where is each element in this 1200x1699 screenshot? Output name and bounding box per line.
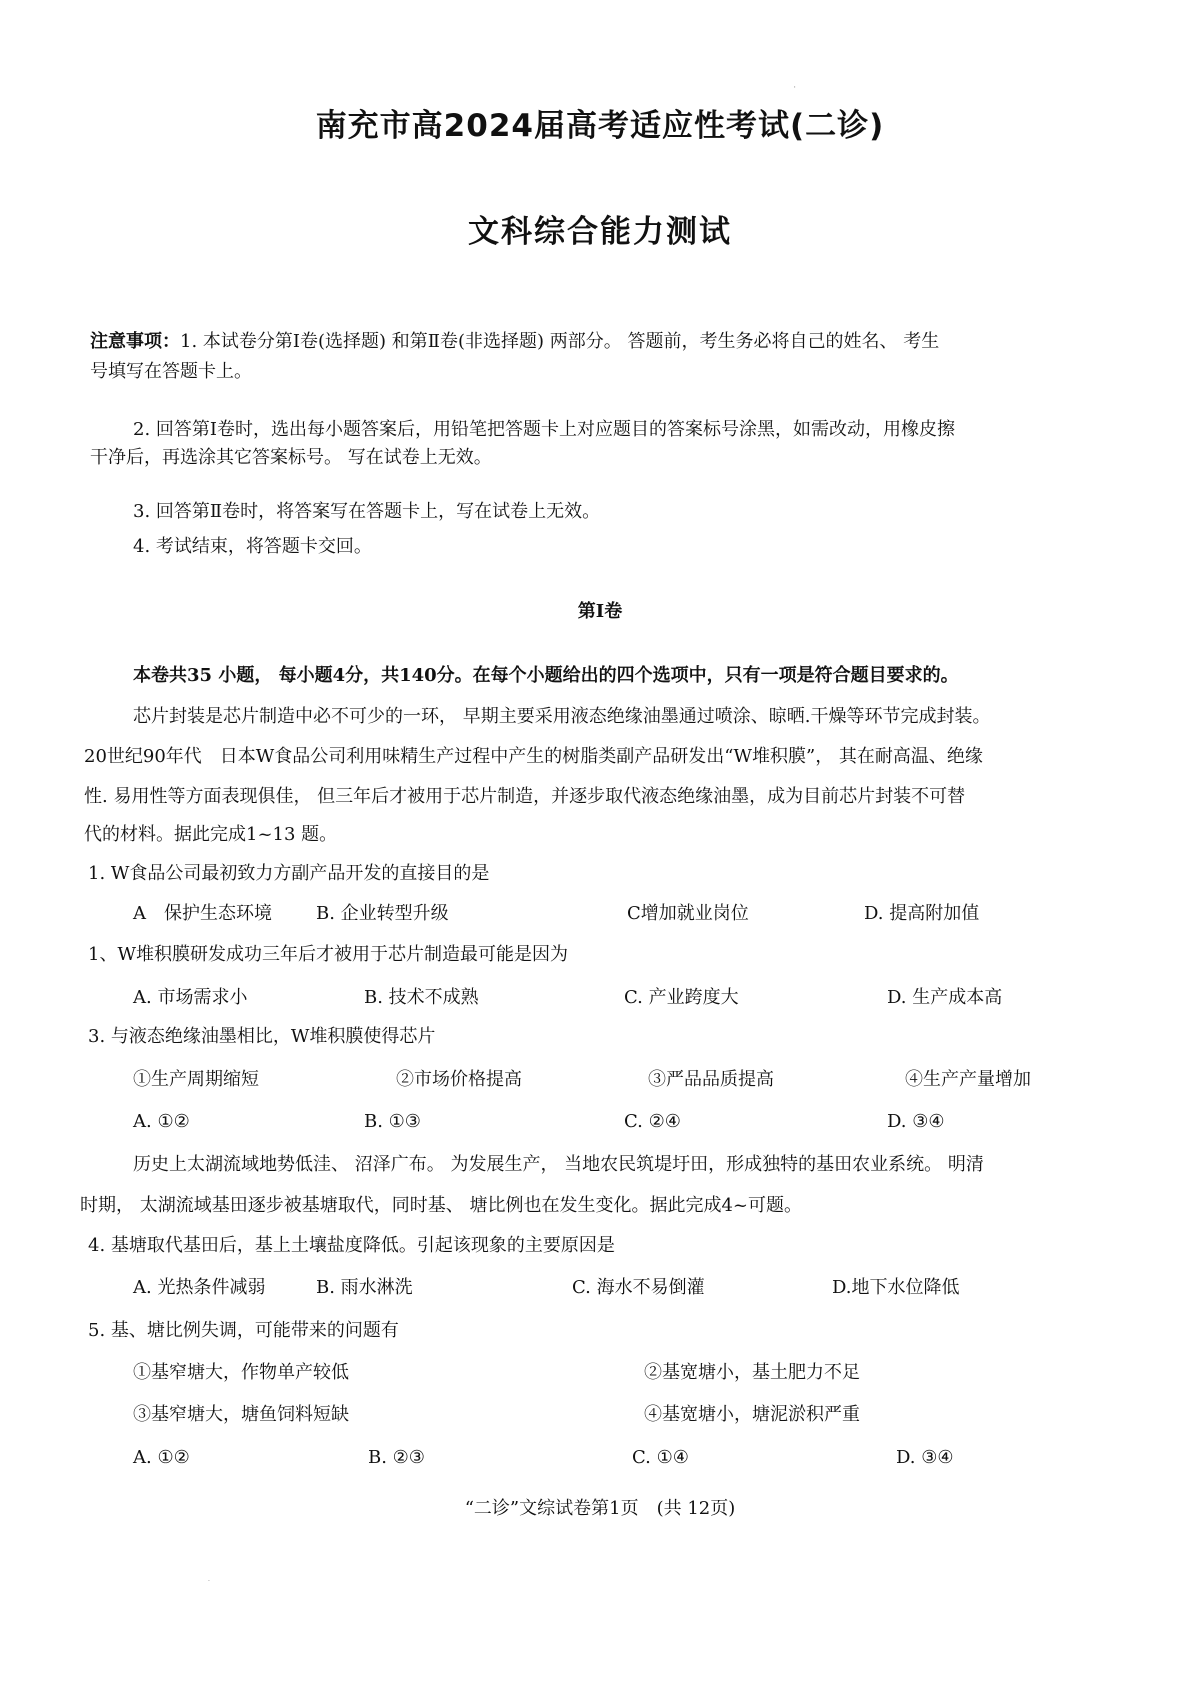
question-2-stem: 1、W堆积膜研发成功三年后才被用于芯片制造最可能是因为	[88, 944, 568, 965]
question-4-option-a: A. 光热条件减弱	[133, 1277, 266, 1298]
page-footer: “二诊”文综试卷第1页 (共 12页)	[464, 1498, 736, 1519]
question-5-option-d: D. ③④	[896, 1447, 954, 1468]
passage-1-line-4: 代的材料。据此完成1~13 题。	[84, 824, 338, 845]
question-2-option-b: B. 技术不成熟	[364, 987, 479, 1008]
question-1-option-d: D. 提高附加值	[864, 903, 980, 924]
passage-1-line-3: 性. 易用性等方面表现俱佳， 但三年后才被用于芯片制造，并逐步取代液态绝缘油墨，成为目前芯片封装不可替	[84, 786, 966, 807]
question-5-option-a: A. ①②	[133, 1447, 190, 1468]
question-3-stem: 3. 与液态绝缘油墨相比，W堆积膜使得芯片	[88, 1026, 436, 1047]
question-5-option-c: C. ①④	[632, 1447, 689, 1468]
question-4-stem: 4. 基塘取代基田后，基上土壤盐度降低。引起该现象的主要原因是	[88, 1235, 615, 1256]
notice-item-4: 4. 考试结束，将答题卡交回。	[133, 536, 372, 557]
scan-speck: '	[794, 86, 796, 93]
question-5-item-1: ①基窄塘大，作物单产较低	[133, 1362, 349, 1383]
question-4-option-c: C. 海水不易倒灌	[572, 1277, 705, 1298]
question-5-item-3: ③基窄塘大，塘鱼饲料短缺	[133, 1404, 349, 1425]
question-2-option-d: D. 生产成本高	[887, 987, 1003, 1008]
question-3-item-2: ②市场价格提高	[396, 1069, 522, 1090]
section-heading: 第I卷	[577, 601, 623, 622]
question-1-option-a: A 保护生态环境	[133, 903, 272, 924]
question-3-item-3: ③严品品质提高	[648, 1069, 774, 1090]
question-3-option-a: A. ①②	[133, 1111, 190, 1132]
question-3-item-4: ④生产产量增加	[905, 1069, 1031, 1090]
scan-speck: .	[208, 1576, 210, 1583]
notice-item-2: 2. 回答第I卷时，选出每小题答案后，用铅笔把答题卡上对应题目的答案标号涂黑，如需改动，用橡皮擦	[133, 419, 956, 440]
notice-item-2-cont: 干净后，再选涂其它答案标号。 写在试卷上无效。	[90, 447, 492, 468]
question-2-option-a: A. 市场需求小	[133, 987, 248, 1008]
question-3-item-1: ①生产周期缩短	[133, 1069, 259, 1090]
passage-2-line-1: 历史上太湖流域地势低洼、 沼泽广布。 为发展生产， 当地农民筑堤圩田，形成独特的基田农业系统。 明清	[133, 1154, 984, 1175]
question-5-option-b: B. ②③	[368, 1447, 425, 1468]
question-5-item-4: ④基宽塘小，塘泥淤积严重	[644, 1404, 860, 1425]
section-instruction: 本卷共35 小题， 每小题4分，共140分。在每个小题给出的四个选项中，只有一项是符合题目要求的。	[133, 665, 959, 686]
notice-item-1-text: 1. 本试卷分第I卷(选择题) 和第Ⅱ卷(非选择题) 两部分。 答题前，考生务必将自己的姓名、 考生	[180, 331, 940, 352]
question-5-item-2: ②基宽塘小，基土肥力不足	[644, 1362, 860, 1383]
question-3-option-b: B. ①③	[364, 1111, 421, 1132]
question-1-option-b: B. 企业转型升级	[316, 903, 449, 924]
question-1-stem: 1. W食品公司最初致力方副产品开发的直接目的是	[88, 863, 490, 884]
notice-item-1-cont: 号填写在答题卡上。	[90, 361, 252, 382]
notice-item-3: 3. 回答第Ⅱ卷时，将答案写在答题卡上，写在试卷上无效。	[133, 501, 601, 522]
question-3-option-c: C. ②④	[624, 1111, 681, 1132]
question-2-option-c: C. 产业跨度大	[624, 987, 739, 1008]
notice-label: 注意事项：	[90, 331, 180, 352]
passage-1-line-1: 芯片封装是芯片制造中必不可少的一环， 早期主要采用液态绝缘油墨通过喷涂、晾晒.干燥等环节完成封装。	[133, 706, 991, 727]
passage-2-line-2: 时期， 太湖流域基田逐步被基塘取代，同时基、 塘比例也在发生变化。据此完成4~可题。	[80, 1195, 802, 1216]
question-4-option-b: B. 雨水淋洗	[316, 1277, 413, 1298]
question-5-stem: 5. 基、塘比例失调，可能带来的问题有	[88, 1320, 399, 1341]
question-3-option-d: D. ③④	[887, 1111, 945, 1132]
notice-item-1	[90, 330, 939, 354]
exam-subtitle: 文科综合能力测试	[468, 214, 732, 250]
exam-title: 南充市高2024届高考适应性考试(二诊)	[315, 108, 885, 144]
passage-1-line-2: 20世纪90年代 日本W食品公司利用味精生产过程中产生的树脂类副产品研发出“W堆积膜”， 其在耐高温、绝缘	[84, 746, 983, 767]
question-4-option-d: D.地下水位降低	[832, 1277, 960, 1298]
question-1-option-c: C增加就业岗位	[627, 903, 749, 924]
